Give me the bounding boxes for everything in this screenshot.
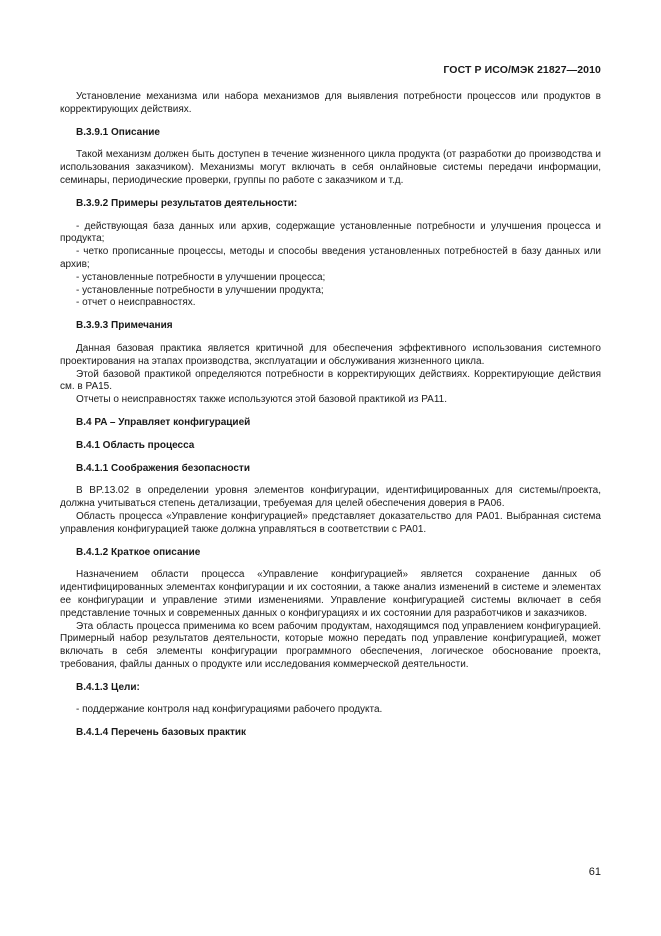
heading-b412: B.4.1.2 Краткое описание [76, 546, 201, 558]
heading-b391: B.3.9.1 Описание [76, 126, 160, 138]
heading-b393: B.3.9.3 Примечания [76, 320, 173, 332]
list-item: - четко прописанные процессы, методы и способы введения установленных потребностей в базу данных или архив; [60, 246, 601, 270]
paragraph-b411-1: В BP.13.02 в определении уровня элементов конфигурации, идентифицированных для системы/проекта, должна учитываться степень детализации, требуемая для целей обеспечения доверия в PA06. [60, 485, 601, 510]
document-body [60, 91, 601, 740]
list-item: - поддержание контроля над конфигурациями рабочего продукта. [76, 704, 383, 716]
paragraph-intro: Установление механизма или набора механизмов для выявления потребности процессов или продуктов в корректирующих действиях. [60, 91, 601, 115]
heading-b392: B.3.9.2 Примеры результатов деятельности: [76, 197, 298, 209]
standard-header: ГОСТ Р ИСО/МЭК 21827—2010 [443, 64, 601, 76]
paragraph-b393-3: Отчеты о неисправностях также используются этой базовой практикой из PA11. [76, 394, 447, 406]
paragraph-b412-1: Назначением области процесса «Управление конфигурацией» является сохранение данных об идентифицированных элементах конфигурации и их состоянии, а также анализ изменений в системе и элементах ее конфигурации и управление этими изменениями. Управление конфигурацией системы включает в себя представление точных и современных данных о конфигурациях и их состоянии для разработчиков и заказчиков. [60, 569, 601, 619]
heading-b414: B.4.1.4 Перечень базовых практик [76, 727, 247, 739]
document-page [60, 0, 601, 936]
list-b392 [60, 221, 601, 311]
list-item: - действующая база данных или архив, содержащие установленные потребности и улучшения процесса и продукта; [60, 220, 601, 245]
heading-b4: B.4 PA – Управляет конфигурацией [76, 416, 251, 428]
heading-b411: B.4.1.1 Соображения безопасности [76, 462, 250, 474]
paragraph-b411-2: Область процесса «Управление конфигурацией» представляет доказательство для PA01. Выбранная система управления конфигурацией также должна управляться в соответствии с PA01. [60, 510, 601, 535]
list-item: - установленные потребности в улучшении процесса; [76, 271, 326, 283]
paragraph-b393-2: Этой базовой практикой определяются потребности в корректирующих действиях. Корректирующие действия см. в PA15. [60, 368, 601, 393]
list-item: - отчет о неисправностях. [76, 297, 196, 309]
heading-b41: B.4.1 Область процесса [76, 439, 195, 451]
paragraph-b412-2: Эта область процесса применима ко всем рабочим продуктам, находящимся под управлением конфигурацией. Примерный набор результатов деятельности, которые можно передать под управление конфигурацией, может включать в себя элементы конфигурации программного обеспечения, логическое обоснование проекта, требования, файлы данных о продукте или исследования коммерческой деятельности. [60, 620, 601, 670]
paragraph-b393-1: Данная базовая практика является критичной для обеспечения эффективного использования системного проектирования на этапах производства, эксплуатации и обслуживания жизненного цикла. [60, 342, 601, 367]
list-item: - установленные потребности в улучшении продукта; [76, 284, 324, 296]
paragraph-b391: Такой механизм должен быть доступен в течение жизненного цикла продукта (от разработки до производства и использования заказчиком). Механизмы могут включать в себя онлайновые системы передачи информации, семинары, периодические проверки, группы по работе с заказчиком и т.д. [60, 149, 601, 186]
page-number: 61 [588, 866, 601, 878]
heading-b413: B.4.1.3 Цели: [76, 681, 140, 693]
